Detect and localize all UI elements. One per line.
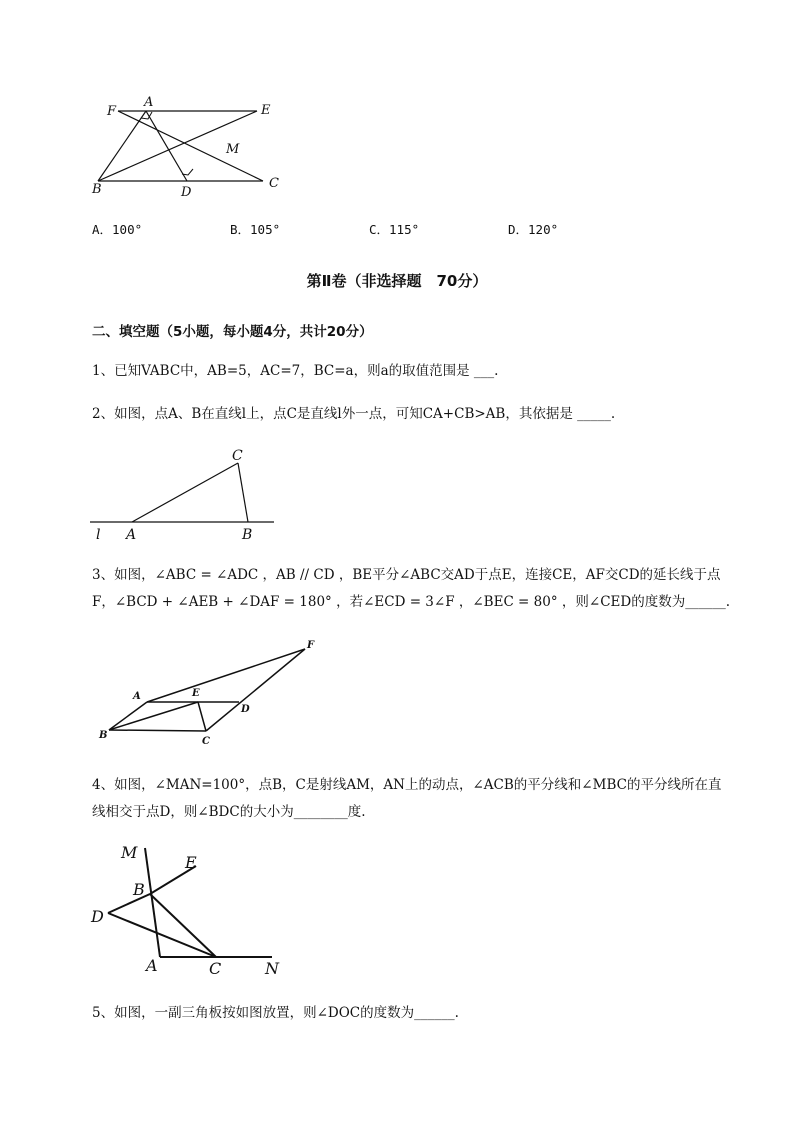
figure-2-triangle-on-line — [88, 445, 288, 545]
segment-EC — [198, 702, 206, 731]
label-A: A — [146, 956, 158, 975]
question-5: 5、如图，一副三角板按如图放置，则∠DOC的度数为______. — [92, 1005, 459, 1021]
segment-AB — [109, 702, 147, 730]
segment-AD — [146, 111, 187, 181]
question-2: 2、如图，点A、B在直线l上，点C是直线l外一点，可知CA+CB>AB，其依据是 _____. — [92, 406, 616, 422]
right-angle-mark-D — [182, 169, 193, 175]
label-B: B — [133, 880, 145, 899]
label-D: D — [241, 704, 250, 715]
label-M: M — [226, 142, 240, 157]
label-E: E — [261, 103, 271, 118]
label-C: C — [232, 448, 243, 464]
question-4-line-1: 4、如图，∠MAN=100°，点B，C是射线AM，AN上的动点，∠ACB的平分线和∠MBC的平分线所在直 — [92, 777, 722, 793]
label-E: E — [192, 688, 200, 699]
label-C: C — [269, 176, 279, 191]
label-D: D — [91, 907, 104, 926]
label-F: F — [107, 104, 117, 119]
segment-FC — [118, 111, 263, 181]
label-B: B — [242, 527, 253, 543]
option-d: D．120° — [508, 222, 559, 237]
question-3-line-2: F，∠BCD + ∠AEB + ∠DAF = 180° ，若∠ECD = 3∠F ，∠BEC = 80° ，则∠CED的度数为______. — [92, 594, 730, 610]
question-4-line-2: 线相交于点D，则∠BDC的大小为________度. — [92, 804, 366, 820]
label-A: A — [126, 527, 137, 543]
label-A: A — [144, 95, 154, 110]
option-a: A．100° — [92, 222, 143, 237]
label-B: B — [99, 730, 108, 741]
segment-AC — [132, 463, 238, 522]
label-C: C — [209, 959, 222, 978]
segment-CF — [206, 649, 305, 731]
label-N: N — [265, 959, 279, 978]
label-D: D — [181, 185, 192, 200]
part-title: 第Ⅱ卷（非选择题 70分） — [306, 272, 488, 290]
label-M: M — [121, 843, 138, 862]
segment-BC — [150, 894, 216, 957]
segment-AF — [147, 649, 305, 702]
section-heading: 二、填空题（5小题，每小题4分，共计20分） — [92, 324, 373, 340]
label-l: l — [96, 527, 101, 543]
option-c: C．115° — [369, 222, 420, 237]
segment-BC — [238, 463, 248, 522]
label-A: A — [133, 691, 141, 702]
figure-1-parallelogram — [85, 90, 295, 200]
question-1: 1、已知VABC中，AB=5，AC=7，BC=a，则a的取值范围是 ___. — [92, 363, 499, 379]
option-b: B．105° — [230, 222, 281, 237]
figure-3-quadrilateral — [95, 635, 325, 750]
label-F: F — [307, 640, 315, 651]
question-3-line-1: 3、如图，∠ABC = ∠ADC ，AB // CD ，BE平分∠ABC交AD于点E，连接CE，AF交CD的延长线于点 — [92, 567, 721, 583]
figure-4-rays-angle — [88, 840, 298, 980]
segment-DC — [108, 913, 216, 957]
label-C: C — [202, 736, 210, 747]
label-E: E — [185, 853, 197, 872]
segment-BC — [109, 730, 206, 731]
label-B: B — [92, 182, 102, 197]
segment-BE — [109, 702, 198, 730]
